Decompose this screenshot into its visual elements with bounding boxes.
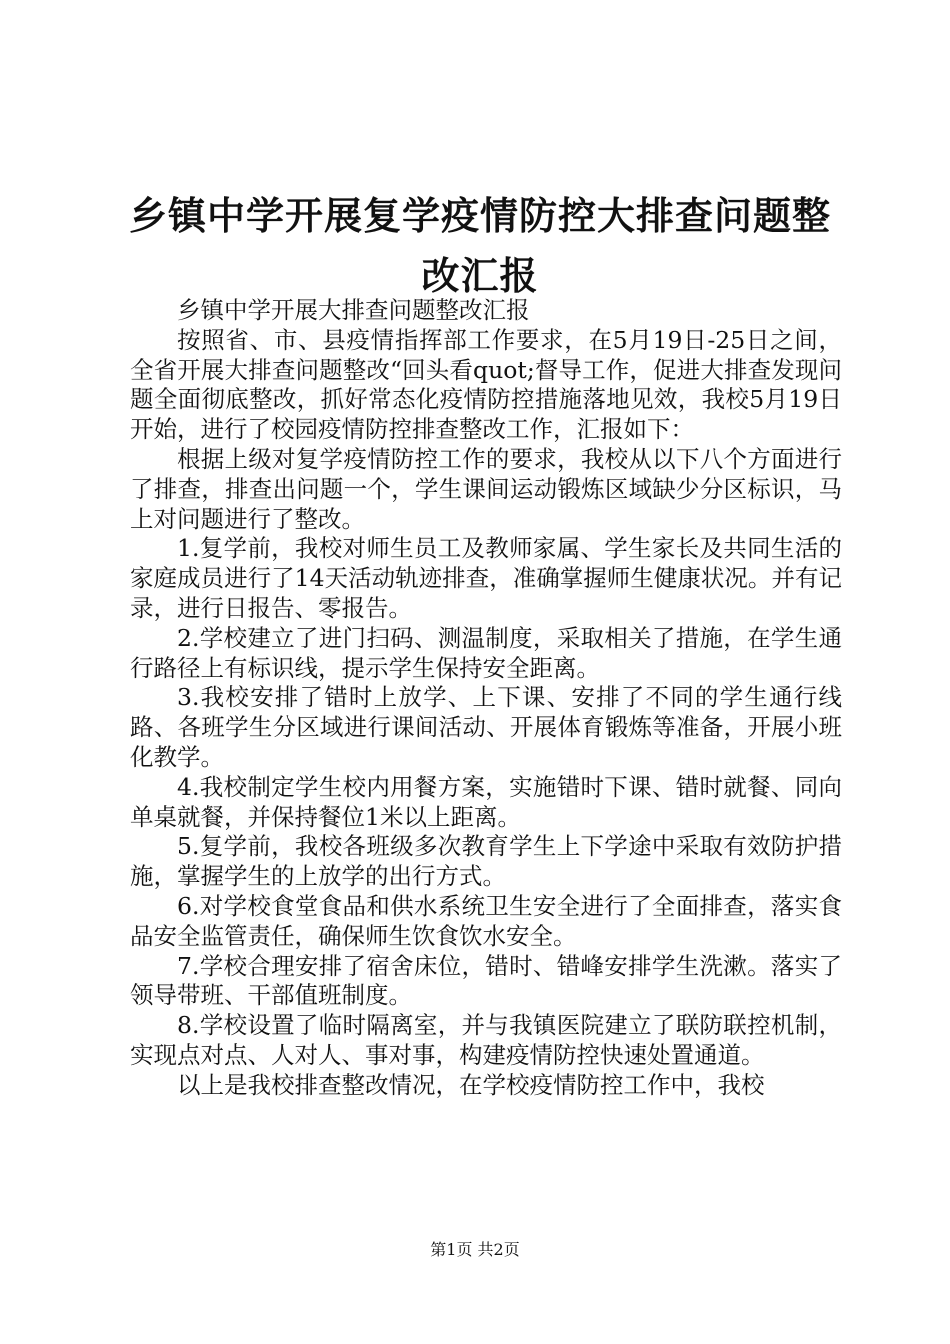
paragraph-subtitle: 乡镇中学开展大排查问题整改汇报 [177,296,530,324]
paragraph-item-4: 4.我校制定学生校内用餐方案，实施错时下课、错时就餐、同向单桌就餐，并保持餐位1米以上距离。 [130,772,842,831]
document-title: 乡镇中学开展复学疫情防控大排查问题整改汇报 [128,193,831,298]
paragraph-summary: 根据上级对复学疫情防控工作的要求，我校从以下八个方面进行了排查，排查出问题一个，学生课间运动锻炼区域缺少分区标识，马上对问题进行了整改。 [130,444,842,533]
document-body [130,296,842,1101]
paragraph-item-3: 3.我校安排了错时上放学、上下课、安排了不同的学生通行线路、各班学生分区域进行课间活动、开展体育锻炼等准备，开展小班化教学。 [130,683,842,771]
page-footer: 第1页 共2页 [430,1240,520,1259]
paragraph-item-6: 6.对学校食堂食品和供水系统卫生安全进行了全面排查，落实食品安全监管责任，确保师生饮食饮水安全。 [130,891,842,950]
paragraph-item-5: 5.复学前，我校各班级多次教育学生上下学途中采取有效防护措施，掌握学生的上放学的出行方式。 [130,832,842,891]
paragraph-conclusion: 以上是我校排查整改情况，在学校疫情防控工作中，我校 [177,1070,765,1099]
paragraph-item-2: 2.学校建立了进门扫码、测温制度，采取相关了措施，在学生通行路径上有标识线，提示学生保持安全距离。 [130,623,842,682]
paragraph-item-8: 8.学校设置了临时隔离室，并与我镇医院建立了联防联控机制，实现点对点、人对人、事对事，构建疫情防控快速处置通道。 [130,1011,842,1069]
paragraph-item-1: 1.复学前，我校对师生员工及教师家属、学生家长及共同生活的家庭成员进行了14天活动轨迹排查，准确掌握师生健康状况。并有记录，进行日报告、零报告。 [130,534,842,622]
paragraph-item-7: 7.学校合理安排了宿舍床位，错时、错峰安排学生洗漱。落实了领导带班、干部值班制度。 [130,951,842,1010]
paragraph-intro: 按照省、市、县疫情指挥部工作要求，在5月19日-25日之间，全省开展大排查问题整改“回头看quot;督导工作，促进大排查发现问题全面彻底整改，抓好常态化疫情防控措施落地见效，我校5月19日开始，进行了校园疫情防控排查整改工作，汇报如下： [130,325,842,444]
